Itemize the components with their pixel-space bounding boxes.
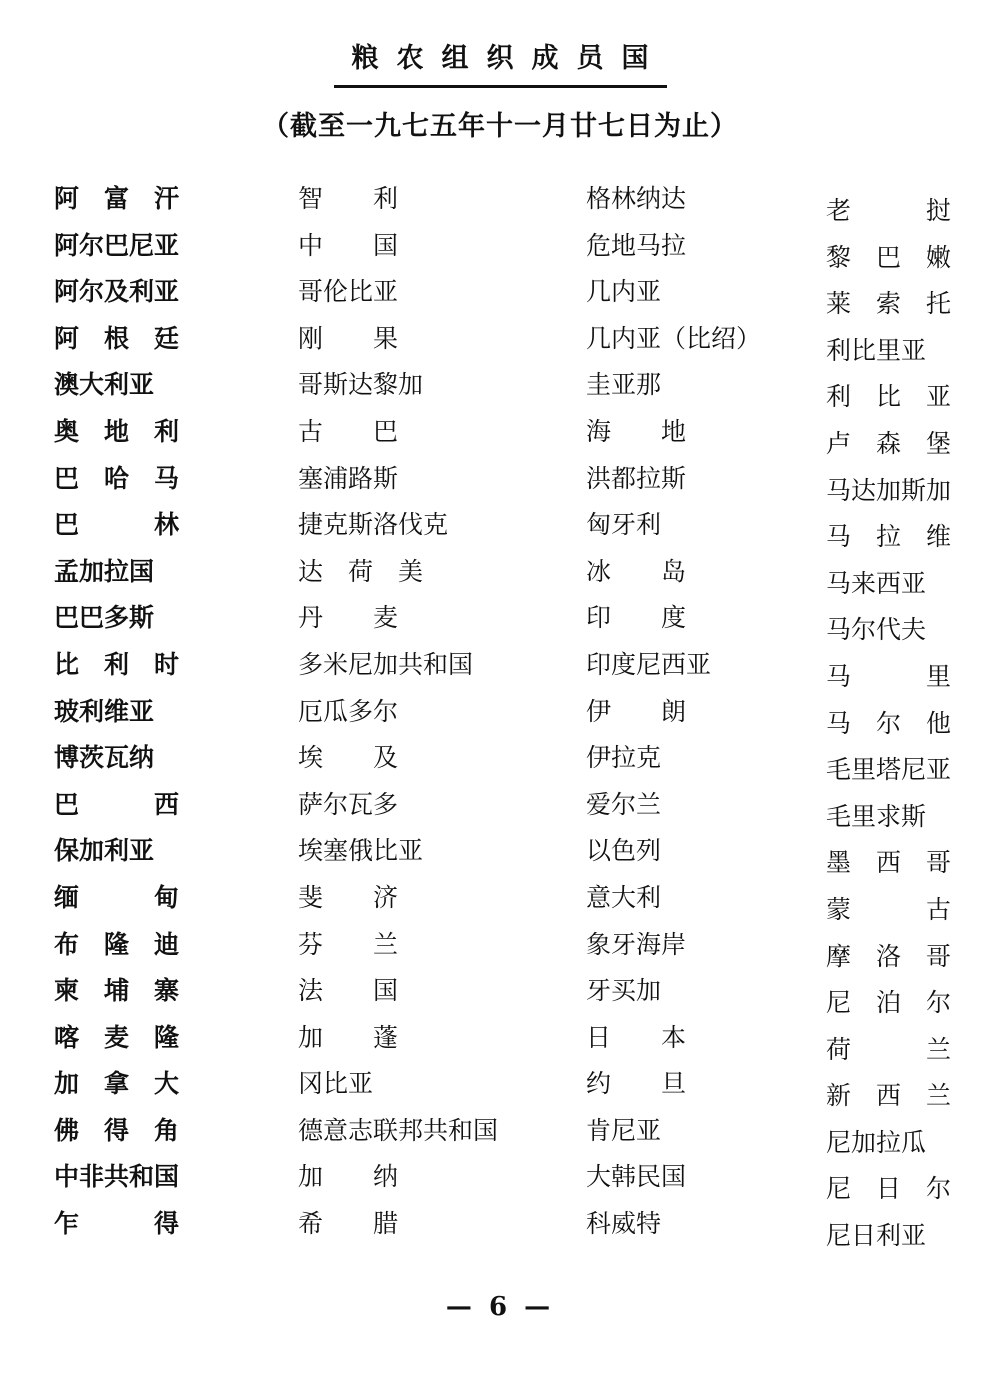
country-name: 印 度	[586, 603, 687, 633]
country-name: 加 纳	[298, 1162, 399, 1192]
country-name: 圭亚那	[586, 370, 662, 400]
country-name: 捷克斯洛伐克	[298, 510, 449, 540]
country-name: 古 巴	[298, 416, 399, 446]
country-name: 阿 富 汗	[54, 184, 180, 213]
country-name: 马 里	[826, 661, 952, 691]
country-name: 埃塞俄比亚	[298, 836, 424, 866]
country-name: 利 比 亚	[826, 382, 952, 412]
country-name: 法 国	[298, 976, 399, 1006]
country-name: 哥伦比亚	[298, 277, 399, 307]
country-name: 爱尔兰	[586, 789, 662, 819]
country-name: 尼 日 尔	[826, 1174, 952, 1204]
page-number: — 6 —	[445, 1292, 555, 1322]
country-name: 墨 西 哥	[826, 848, 952, 878]
country-name: 达 荷 美	[298, 556, 424, 586]
country-name: 丹 麦	[298, 603, 399, 633]
country-name: 巴巴多斯	[54, 603, 155, 633]
page-subtitle: （截至一九七五年十一月廿七日为止）	[262, 111, 738, 142]
country-name: 佛 得 角	[54, 1115, 180, 1145]
country-name: 马达加斯加	[826, 475, 952, 505]
country-name: 洪都拉斯	[586, 463, 687, 493]
country-column-2	[298, 176, 498, 1248]
title-block	[0, 36, 1000, 88]
country-name: 加 蓬	[298, 1022, 399, 1052]
country-name: 德意志联邦共和国	[298, 1115, 499, 1145]
country-name: 尼加拉瓜	[826, 1127, 927, 1157]
country-name: 马来西亚	[826, 568, 927, 598]
country-name: 牙买加	[586, 976, 662, 1006]
country-name: 以色列	[586, 836, 662, 866]
country-name: 中 国	[298, 230, 399, 260]
country-name: 约 旦	[586, 1069, 687, 1099]
country-name: 阿尔及利亚	[54, 277, 180, 307]
country-name: 马 尔 他	[826, 708, 952, 738]
country-name: 希 腊	[298, 1209, 399, 1239]
country-name: 莱 索 托	[826, 289, 952, 319]
member-country-columns	[0, 176, 1000, 1256]
country-name: 保加利亚	[54, 836, 155, 866]
country-name: 肯尼亚	[586, 1115, 662, 1145]
country-name: 澳大利亚	[54, 370, 155, 400]
country-name: 阿尔巴尼亚	[54, 230, 180, 260]
country-name: 埃 及	[298, 743, 399, 773]
country-name: 巴 西	[54, 789, 180, 819]
country-name: 塞浦路斯	[298, 463, 399, 493]
country-name: 尼日利亚	[826, 1221, 927, 1251]
country-name: 萨尔瓦多	[298, 789, 399, 819]
country-name: 哥斯达黎加	[298, 370, 424, 400]
country-name: 刚 果	[298, 323, 399, 353]
country-name: 阿 根 廷	[54, 323, 180, 353]
country-name: 蒙 古	[826, 894, 952, 924]
country-name: 毛里塔尼亚	[826, 755, 952, 785]
country-name: 巴 林	[54, 510, 180, 540]
country-name: 布 隆 迪	[54, 929, 180, 959]
country-name: 孟加拉国	[54, 556, 155, 586]
country-name: 柬 埔 寨	[54, 976, 180, 1006]
country-name: 老 挝	[826, 196, 952, 225]
country-name: 加 拿 大	[54, 1069, 180, 1099]
country-name: 利比里亚	[826, 335, 927, 365]
country-name: 缅 甸	[54, 882, 180, 912]
country-column-4	[826, 188, 966, 1260]
country-name: 芬 兰	[298, 929, 399, 959]
country-name: 危地马拉	[586, 230, 687, 260]
country-name: 象牙海岸	[586, 929, 687, 959]
country-name: 巴 哈 马	[54, 463, 180, 493]
country-name: 乍 得	[54, 1209, 180, 1239]
country-name: 厄瓜多尔	[298, 696, 399, 726]
country-name: 卢 森 堡	[826, 428, 952, 458]
country-name: 伊 朗	[586, 696, 687, 726]
country-name: 几内亚（比绍）	[586, 323, 762, 353]
country-name: 摩 洛 哥	[826, 941, 952, 971]
country-name: 日 本	[586, 1022, 687, 1052]
country-name: 斐 济	[298, 882, 399, 912]
country-name: 大韩民国	[586, 1162, 687, 1192]
country-name: 中非共和国	[54, 1162, 180, 1192]
country-name: 多米尼加共和国	[298, 649, 474, 679]
country-name: 荷 兰	[826, 1034, 952, 1064]
country-name: 冈比亚	[298, 1069, 374, 1099]
country-name: 奥 地 利	[54, 416, 180, 446]
country-name: 科威特	[586, 1209, 662, 1239]
country-name: 伊拉克	[586, 743, 662, 773]
country-name: 尼 泊 尔	[826, 988, 952, 1018]
country-name: 马尔代夫	[826, 615, 927, 645]
country-name: 印度尼西亚	[586, 649, 712, 679]
country-column-3	[586, 176, 776, 1248]
country-name: 玻利维亚	[54, 696, 155, 726]
country-name: 新 西 兰	[826, 1081, 952, 1111]
country-name: 比 利 时	[54, 649, 180, 679]
country-name: 喀 麦 隆	[54, 1022, 180, 1052]
country-name: 几内亚	[586, 277, 662, 307]
country-name: 毛里求斯	[826, 801, 927, 831]
country-name: 格林纳达	[586, 184, 687, 213]
country-name: 匈牙利	[586, 510, 662, 540]
country-name: 黎 巴 嫩	[826, 242, 952, 272]
country-name: 博茨瓦纳	[54, 743, 155, 773]
country-name: 冰 岛	[586, 556, 687, 586]
country-column-1	[54, 176, 190, 1248]
country-name: 智 利	[298, 184, 399, 213]
country-name: 意大利	[586, 882, 662, 912]
page-title: 粮农组织成员国	[334, 36, 667, 88]
country-name: 马 拉 维	[826, 522, 952, 552]
country-name: 海 地	[586, 416, 687, 446]
